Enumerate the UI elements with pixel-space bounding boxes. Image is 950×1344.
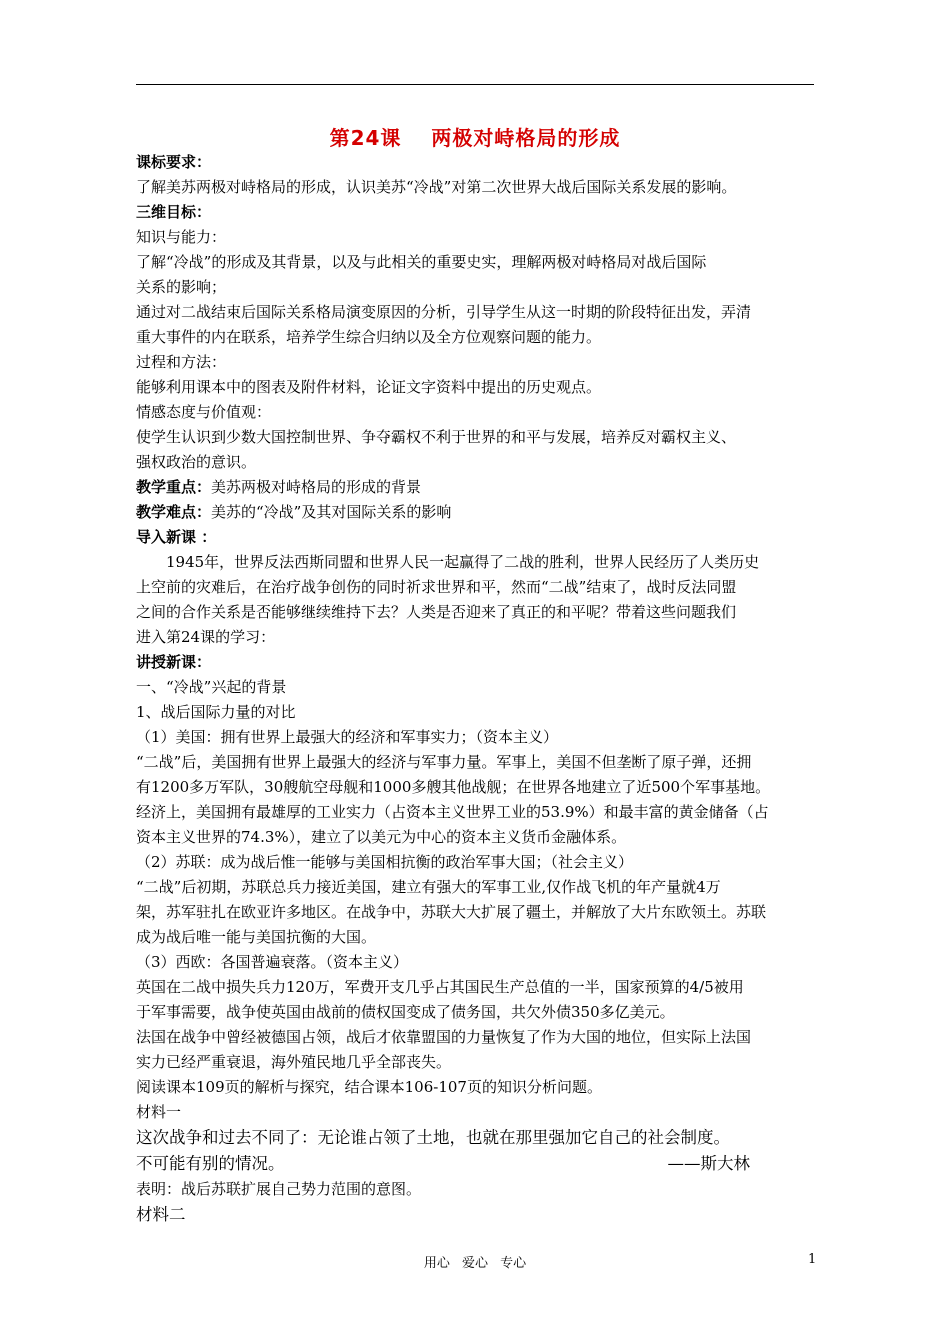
paragraph-line: 过程和方法： xyxy=(136,353,227,371)
paragraph-line: 使学生认识到少数大国控制世界、争夺霸权不利于世界的和平与发展，培养反对霸权主义、 xyxy=(136,428,737,446)
document-body xyxy=(136,150,816,1228)
paragraph-line: 进入第24课的学习： xyxy=(136,628,276,646)
paragraph-line: 表明：战后苏联扩展自己势力范围的意图。 xyxy=(136,1180,422,1198)
paragraph-line: 架，苏军驻扎在欧亚许多地区。在战争中，苏联大大扩展了疆土，并解放了大片东欧领土。苏联 xyxy=(136,903,767,921)
quote-line xyxy=(136,1151,816,1177)
paragraph-line: 1945年，世界反法西斯同盟和世界人民一起赢得了二战的胜利，世界人民经历了人类历史 xyxy=(166,553,760,571)
paragraph-line: （1）美国：拥有世界上最强大的经济和军事实力；（资本主义） xyxy=(136,728,559,746)
paragraph-line: 通过对二战结束后国际关系格局演变原因的分析，引导学生从这一时期的阶段特征出发，弄清 xyxy=(136,303,752,321)
paragraph-line: 强权政治的意识。 xyxy=(136,453,257,471)
paragraph-line: 经济上，美国拥有最雄厚的工业实力（占资本主义世界工业的53.9%）和最丰富的黄金储备（占 xyxy=(136,803,769,821)
paragraph-line: “二战”后，美国拥有世界上最强大的经济与军事力量。军事上，美国不但垄断了原子弹，还拥 xyxy=(136,753,752,771)
line-text: 美苏的“冷战”及其对国际关系的影响 xyxy=(211,503,452,521)
labeled-line xyxy=(136,500,816,525)
quote-line: 材料二 xyxy=(136,1205,186,1224)
line-label: 教学重点： xyxy=(136,478,212,496)
footer-word: 爱心 xyxy=(461,1256,488,1271)
paragraph-line: 资本主义世界的74.3%），建立了以美元为中心的资本主义货币金融体系。 xyxy=(136,828,627,846)
section-heading: 三维目标： xyxy=(136,203,212,221)
quote-text: 不可能有别的情况。 xyxy=(136,1154,285,1173)
paragraph-line: 材料一 xyxy=(136,1103,182,1121)
paragraph-line: 英国在二战中损失兵力120万，军费开支几乎占其国民生产总值的一半，国家预算的4/5被用 xyxy=(136,978,744,996)
header-rule xyxy=(136,84,814,85)
paragraph-line: 法国在战争中曾经被德国占领，战后才依靠盟国的力量恢复了作为大国的地位，但实际上法国 xyxy=(136,1028,752,1046)
paragraph-line: 有1200多万军队，30艘航空母舰和1000多艘其他战舰；在世界各地建立了近500个军事基地。 xyxy=(136,778,771,796)
footer-word: 用心 xyxy=(423,1256,450,1271)
paragraph-line: “二战”后初期，苏联总兵力接近美国，建立有强大的军事工业,仅作战飞机的年产量就4万 xyxy=(136,878,721,896)
paragraph-line: 阅读课本109页的解析与探究，结合课本106-107页的知识分析问题。 xyxy=(136,1078,602,1096)
paragraph-line: 重大事件的内在联系，培养学生综合归纳以及全方位观察问题的能力。 xyxy=(136,328,602,346)
paragraph-line: 成为战后唯一能与美国抗衡的大国。 xyxy=(136,928,377,946)
section-heading: 讲授新课： xyxy=(136,653,212,671)
page-title xyxy=(0,122,950,151)
paragraph-line: 关系的影响； xyxy=(136,278,227,296)
paragraph-line: （3）西欧：各国普遍衰落。（资本主义） xyxy=(136,953,409,971)
paragraph-line: 于军事需要，战争使英国由战前的债权国变成了债务国，共欠外债350多亿美元。 xyxy=(136,1003,675,1021)
paragraph-line: 实力已经严重衰退，海外殖民地几乎全部丧失。 xyxy=(136,1053,452,1071)
paragraph-line: （2）苏联：成为战后惟一能够与美国相抗衡的政治军事大国；（社会主义） xyxy=(136,853,634,871)
paragraph-line: 了解“冷战”的形成及其背景，以及与此相关的重要史实，理解两极对峙格局对战后国际 xyxy=(136,253,707,271)
lesson-name: 两极对峙格局的形成 xyxy=(431,126,621,150)
paragraph-line: 一、“冷战”兴起的背景 xyxy=(136,678,287,696)
paragraph-line: 情感态度与价值观： xyxy=(136,403,272,421)
paragraph-line: 能够利用课本中的图表及附件材料，论证文字资料中提出的历史观点。 xyxy=(136,378,602,396)
quote-attribution: ——斯大林 xyxy=(667,1154,750,1173)
section-heading: 课标要求： xyxy=(136,153,212,171)
section-heading: 导入新课 ： xyxy=(136,528,217,546)
line-label: 教学难点： xyxy=(136,503,212,521)
paragraph-line: 上空前的灾难后，在治疗战争创伤的同时祈求世界和平，然而“二战”结束了，战时反法同盟 xyxy=(136,578,737,596)
page-number: 1 xyxy=(808,1252,817,1267)
paragraph-line: 知识与能力： xyxy=(136,228,227,246)
paragraph-line: 了解美苏两极对峙格局的形成，认识美苏“冷战”对第二次世界大战后国际关系发展的影响。 xyxy=(136,178,737,196)
quote-line: 这次战争和过去不同了：无论谁占领了土地，也就在那里强加它自己的社会制度。 xyxy=(136,1128,730,1147)
lesson-number: 第24课 xyxy=(329,126,402,150)
labeled-line xyxy=(136,475,816,500)
paragraph-line: 1、战后国际力量的对比 xyxy=(136,703,296,721)
line-text: 美苏两极对峙格局的形成的背景 xyxy=(211,478,422,496)
footer-word: 专心 xyxy=(500,1256,527,1271)
paragraph-line: 之间的合作关系是否能够继续维持下去？人类是否迎来了真正的和平呢？带着这些问题我们 xyxy=(136,603,737,621)
